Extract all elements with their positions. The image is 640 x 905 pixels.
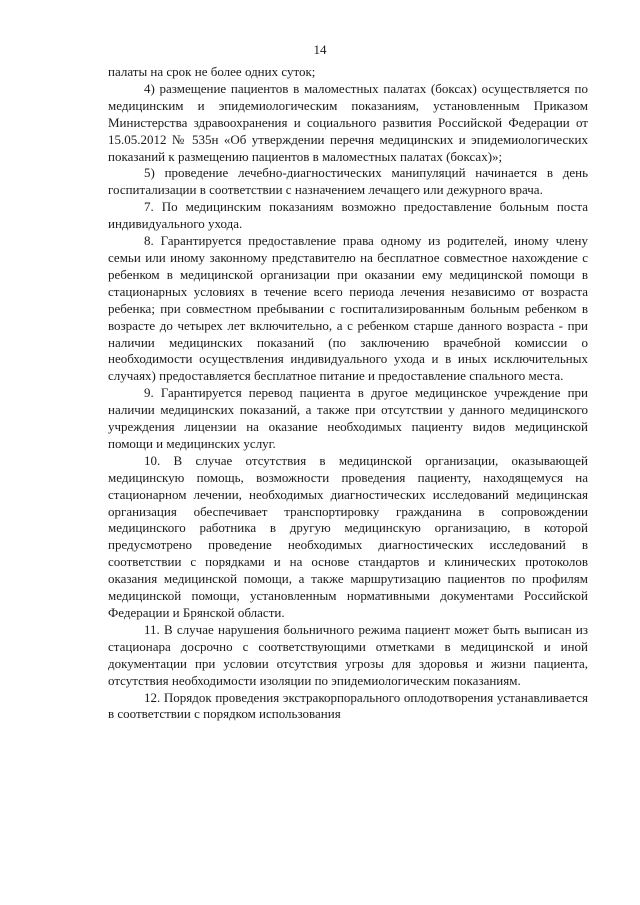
paragraph-clause-8: 8. Гарантируется предоставление права одному из родителей, иному члену семьи или иному законному представителю на бесплатное совместное нахождение с ребенком в медицинской организации при оказании ему медицинской помощи в стационарных условиях в течение всего периода лечения независимо от возраста ребенка; при совместном пребывании с госпитализированным больным ребенком в возрасте до четырех лет включительно, а с ребенком старше данного возраста - при наличии медицинских показаний (по заключению врачебной комиссии о необходимости осуществления индивидуального ухода и в иных исключительных случаях) предоставляется бесплатное питание и предоставление спального места. (108, 233, 588, 384)
paragraph-clause-10: 10. В случае отсутствия в медицинской организации, оказывающей медицинскую помощь, возможности проведения пациенту, находящемуся на стационарном лечении, необходимых диагностических исследований медицинская организация обеспечивает транспортировку гражданина в сопровождении медицинского работника в другую медицинскую организацию, в которой предусмотрено проведение необходимых диагностических исследований в соответствии с порядками и на основе стандартов и клинических протоколов оказания медицинской помощи, а также маршрутизацию пациентов по профилям медицинской помощи, установленным нормативными документами Российской Федерации и Брянской области. (108, 452, 588, 620)
paragraph-clause-12: 12. Порядок проведения экстракорпорального оплодотворения устанавливается в соответствии с порядком использования (108, 689, 588, 722)
paragraph-item-5: 5) проведение лечебно-диагностических манипуляций начинается в день госпитализации в соответствии с назначением лечащего или дежурного врача. (108, 165, 588, 198)
paragraph-item-4: 4) размещение пациентов в маломестных палатах (боксах) осуществляется по медицинским и эпидемиологическим показаниям, установленным Приказом Министерства здравоохранения и социального развития Российской Федерации от 15.05.2012 № 535н «Об утверждении перечня медицинских и эпидемиологических показаний к размещению пациентов в маломестных палатах (боксах)»; (108, 80, 588, 164)
paragraph-clause-9: 9. Гарантируется перевод пациента в другое медицинское учреждение при наличии медицинских показаний, а также при отсутствии у данного медицинского учреждения лицензии на оказание необходимых пациенту видов медицинской помощи и медицинских услуг. (108, 385, 588, 451)
document-body (108, 64, 588, 723)
page-number: 14 (313, 42, 327, 57)
paragraph-clause-11: 11. В случае нарушения больничного режима пациент может быть выписан из стационара досрочно с соответствующими отметками в медицинской и иной документации при условии отсутствия угрозы для здоровья и жизни пациента, отсутствия необходимости изоляции по эпидемиологическим показаниям. (108, 621, 588, 688)
paragraph-clause-7: 7. По медицинским показаниям возможно предоставление больным поста индивидуального ухода. (108, 199, 588, 232)
paragraph-continuation: палаты на срок не более одних суток; (108, 64, 316, 79)
